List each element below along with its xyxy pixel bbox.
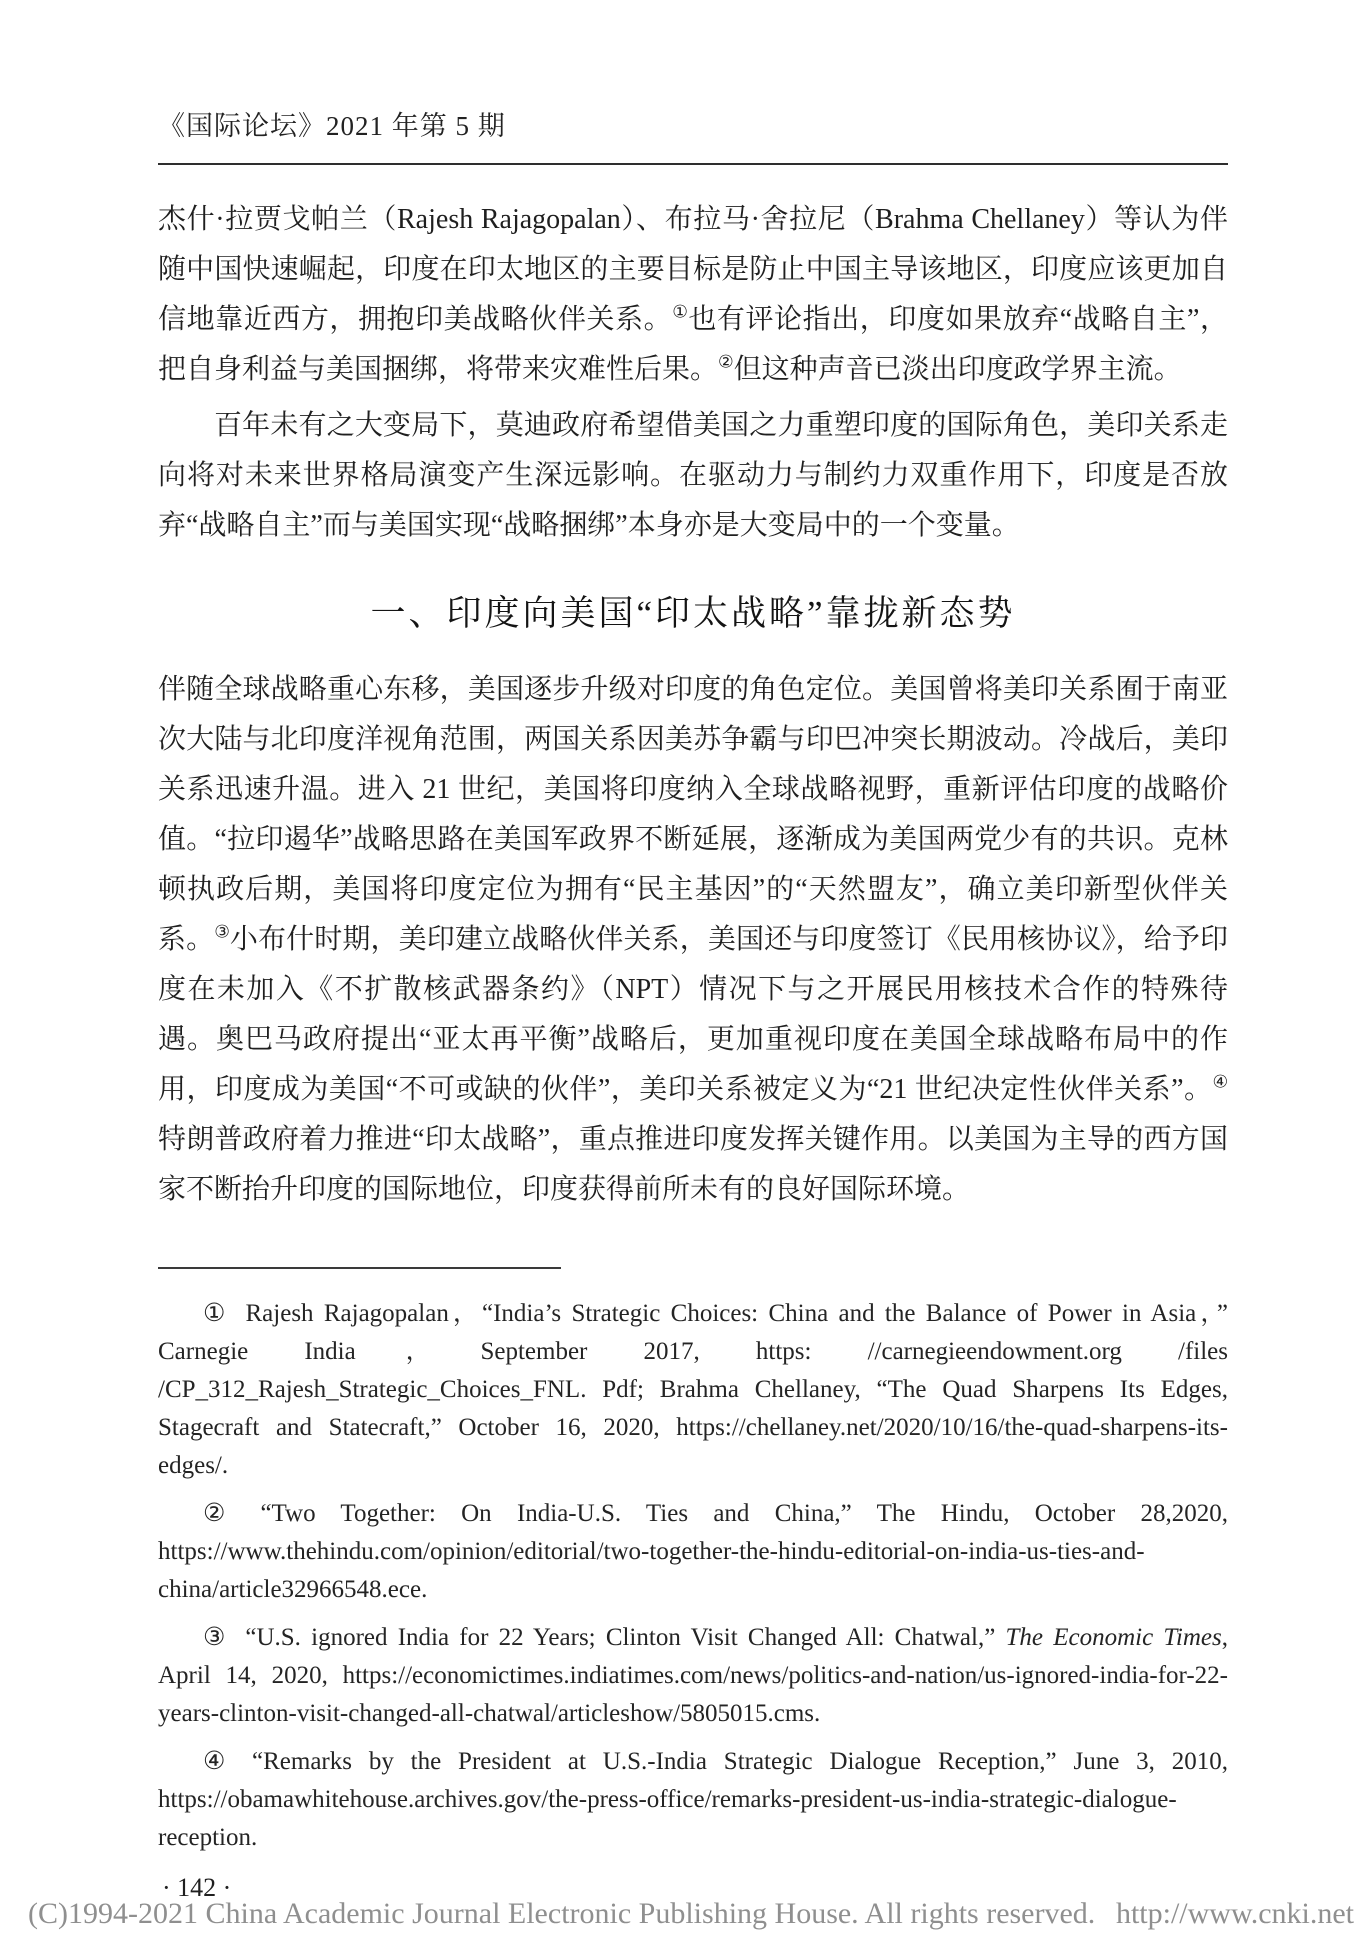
italic-text: The Economic Times bbox=[1005, 1624, 1222, 1651]
footnote-ref: ④ bbox=[1212, 1072, 1228, 1092]
footnote-marker: ③ bbox=[203, 1624, 230, 1651]
page-number: · 142 · bbox=[162, 1873, 232, 1902]
footnote-marker: ② bbox=[203, 1500, 245, 1527]
article-body bbox=[158, 195, 1228, 1215]
page-header bbox=[0, 0, 1362, 165]
footnote-item bbox=[158, 1619, 1228, 1733]
text-run: 特朗普政府着力推进“印太战略”，重点推进印度发挥关键作用。以美国为主导的西方国家不断抬升印度的国际地位，印度获得前所未有的良好国际环境。 bbox=[158, 1124, 1228, 1205]
text-run: Rajesh Rajagopalan，“India’s Strategic Choices: China and the Balance of Power in Asia，” Carnegie India，September 2017, https: //carnegieendowment.org /files /CP_312_Rajesh_Strategic_Choices_FNL. Pdf; Brahma Chellaney, “The Quad Sharpens Its Edges, Stagecraft and Statecraft,” October 16, 2020, https://chellaney.net/2020/10/16/the-quad-sharpens-its-edges/. bbox=[158, 1300, 1228, 1479]
body-paragraph-1 bbox=[158, 195, 1228, 395]
body-paragraph-2: 百年未有之大变局下，莫迪政府希望借美国之力重塑印度的国际角色，美印关系走向将对未来世界格局演变产生深远影响。在驱动力与制约力双重作用下，印度是否放弃“战略自主”而与美国实现“战略捆绑”本身亦是大变局中的一个变量。 bbox=[158, 410, 1228, 541]
footnote-marker: ④ bbox=[203, 1748, 237, 1775]
body-paragraph-3 bbox=[158, 665, 1228, 1215]
cnki-url: http://www.cnki.net bbox=[1115, 1897, 1354, 1930]
footnote-ref: ② bbox=[718, 352, 734, 372]
cnki-footer bbox=[28, 1897, 1354, 1931]
text-run: 也有评论指出，印度如果放弃“战略自主”，把自身利益与美国捆绑，将带来灾难性后果。 bbox=[158, 304, 1228, 385]
text-run: , April 14, 2020, https://economictimes.indiatimes.com/news/politics-and-nation/us-ignored-india-for-22-years-clinton-visit-changed-all-chatwal/articleshow/5805015.cms. bbox=[158, 1624, 1228, 1727]
footnote-item bbox=[158, 1295, 1228, 1485]
text-run: 小布什时期，美印建立战略伙伴关系，美国还与印度签订《民用核协议》，给予印度在未加入《不扩散核武器条约》（NPT）情况下与之开展民用核技术合作的特殊待遇。奥巴马政府提出“亚太再平衡”战略后，更加重视印度在美国全球战略布局中的作用，印度成为美国“不可或缺的伙伴”，美印关系被定义为“21 世纪决定性伙伴关系”。 bbox=[158, 924, 1228, 1105]
copyright-text: (C)1994-2021 China Academic Journal Electronic Publishing House. All rights reserved. bbox=[28, 1897, 1096, 1930]
journal-issue-label: 《国际论坛》2021 年第 5 期 bbox=[158, 111, 506, 141]
footnote-marker: ① bbox=[203, 1300, 230, 1327]
footnote-ref: ① bbox=[672, 302, 689, 322]
text-run: “U.S. ignored India for 22 Years; Clinton Visit Changed All: Chatwal,” bbox=[245, 1624, 1006, 1651]
text-run: “Two Together: On India-U.S. Ties and China,” The Hindu, October 28,2020, https://www.thehindu.com/opinion/editorial/two-together-the-hindu-editorial-on-india-us-ties-and-china/article32966548.ece. bbox=[158, 1500, 1228, 1603]
section-heading: 一、印度向美国“印太战略”靠拢新态势 bbox=[370, 594, 1016, 633]
footnote-ref: ③ bbox=[214, 922, 230, 942]
text-run: 杰什·拉贾戈帕兰（Rajesh Rajagopalan）、布拉马·舍拉尼（Brahma Chellaney）等认为伴随中国快速崛起，印度在印太地区的主要目标是防止中国主导该地区，印度应该更加自信地靠近西方，拥抱印美战略伙伴关系。 bbox=[158, 204, 1228, 335]
footnote-item bbox=[158, 1495, 1228, 1609]
footnote-item bbox=[158, 1743, 1228, 1857]
text-run: “Remarks by the President at U.S.-India Strategic Dialogue Reception,” June 3, 2010, https://obamawhitehouse.archives.gov/the-press-office/remarks-president-us-india-strategic-dialogue-reception. bbox=[158, 1748, 1228, 1851]
text-run: 伴随全球战略重心东移，美国逐步升级对印度的角色定位。美国曾将美印关系囿于南亚次大陆与北印度洋视角范围，两国关系因美苏争霸与印巴冲突长期波动。冷战后，美印关系迅速升温。进入 21 世纪，美国将印度纳入全球战略视野，重新评估印度的战略价值。“拉印遏华”战略思路在美国军政界不断延展，逐渐成为美国两党少有的共识。克林顿执政后期，美国将印度定位为拥有“民主基因”的“天然盟友”，确立美印新型伙伴关系。 bbox=[158, 674, 1228, 955]
footnotes bbox=[158, 1295, 1228, 1857]
header-divider bbox=[158, 163, 1228, 165]
footnote-divider bbox=[158, 1267, 561, 1269]
text-run: 但这种声音已淡出印度政学界主流。 bbox=[733, 354, 1182, 385]
